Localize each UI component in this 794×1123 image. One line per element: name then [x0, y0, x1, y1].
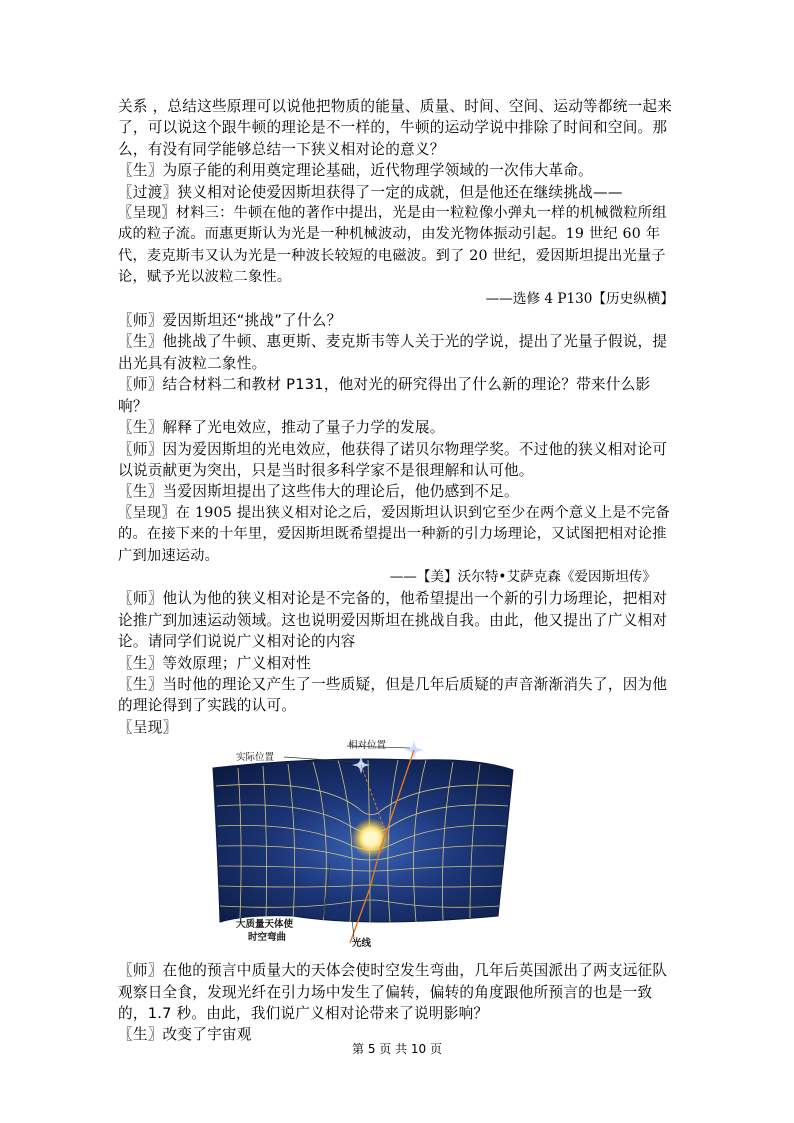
spacetime-curvature-figure — [118, 738, 678, 960]
label-mass-line-1: 大质量天体使 — [236, 919, 294, 931]
source-citation-1: ——选修 4 P130【历史纵横】 — [485, 290, 674, 307]
paragraph-teacher-4: 〖师〗他认为他的狭义相对论是不完备的，他希望提出一个新的引力场理论，把相对论推广到加速运动领域。这也说明爱因斯坦在挑战自我。由此，他又提出了广义相对论。请同学们说说广义相对论的内容 — [118, 590, 668, 651]
paragraph-teacher-1: 〖师〗爱因斯坦还“挑战”了什么？ — [118, 312, 342, 330]
paragraph-student-6: 〖生〗当时他的理论又产生了一些质疑，但是几年后质疑的声音渐渐消失了，因为他的理论得到了实践的认可。 — [118, 675, 668, 715]
label-mass-line-2: 时空弯曲 — [248, 932, 287, 944]
label-light-ray: 光线 — [352, 938, 372, 950]
paragraph-present-label: 〖呈现〗 — [118, 718, 178, 736]
paragraph-teacher-2: 〖师〗结合材料二和教材 P131，他对光的研究得出了什么新的理论？带来什么影响？ — [118, 376, 651, 415]
paragraph-student-2: 〖生〗他挑战了牛顿、惠更斯、麦克斯韦等人关于光的学说，提出了光量子假说，提出光具有波粒二象性。 — [118, 333, 668, 372]
page-content — [118, 96, 678, 1046]
paragraph-student-4: 〖生〗当爱因斯坦提出了这些伟大的理论后，他仍感到不足。 — [118, 483, 519, 501]
paragraph-student-5: 〖生〗等效原理；广义相对性 — [118, 654, 311, 672]
page-footer: 第 5 页 共 10 页 — [352, 1042, 442, 1056]
paragraph-intro: 关系 ，总结这些原理可以说他把物质的能量、质量、时间、空间、运动等都统一起来了，可以说这个跟牛顿的理论是不一样的，牛顿的运动学说中排除了时间和空间。那么，有没有同学能够总结一下狭义相对论的意义？ — [118, 98, 673, 158]
paragraph-student-3: 〖生〗解释了光电效应，推动了量子力学的发展。 — [118, 419, 445, 437]
paragraph-teacher-5: 〖师〗在他的预言中质量大的天体会使时空发生弯曲，几年后英国派出了两支远征队观察日全食，发现光纤在引力场中发生了偏转，偏转的角度跟他所预言的也是一致的，1.7 秒。由此，我们说广义相对论带来了说明影响？ — [118, 962, 668, 1022]
paragraph-student-7: 〖生〗改变了宇宙观 — [118, 1026, 252, 1044]
paragraph-transition: 〖过渡〗狭义相对论使爱因斯坦获得了一定的成就，但是他还在继续挑战—— — [118, 183, 623, 201]
paragraph-material-3: 〖呈现〗材料三：牛顿在他的著作中提出，光是由一粒粒像小弹丸一样的机械微粒所组成的粒子流。而惠更斯认为光是一种机械波动，由发光物体振动引起。19 世纪 60 年代，麦克斯韦又认为光是一种波长较短的电磁波。到了 20 世纪，爱因斯坦提出光量子论，赋予光以波粒二象性。 — [118, 205, 667, 286]
spacetime-grid-illustration — [118, 738, 678, 960]
paragraph-teacher-3: 〖师〗因为爱因斯坦的光电效应，他获得了诺贝尔物理学奖。不过他的狭义相对论可以说贡献更为突出，只是当时很多科学家不是很理解和认可他。 — [118, 440, 668, 479]
source-citation-2: ——【美】沃尔特•艾萨克森《爱因斯坦传》 — [389, 568, 656, 585]
label-actual-position: 实际位置 — [236, 752, 275, 764]
label-relative-position: 相对位置 — [348, 740, 387, 752]
paragraph-material-4: 〖呈现〗在 1905 提出狭义相对论之后，爱因斯坦认识到它至少在两个意义上是不完备的。在接下来的十年里，爱因斯坦既希望提出一种新的引力场理论，又试图把相对论推广到加速运动。 — [118, 504, 670, 564]
paragraph-student-1: 〖生〗为原子能的利用奠定理论基础，近代物理学领域的一次伟大革命。 — [118, 162, 594, 180]
